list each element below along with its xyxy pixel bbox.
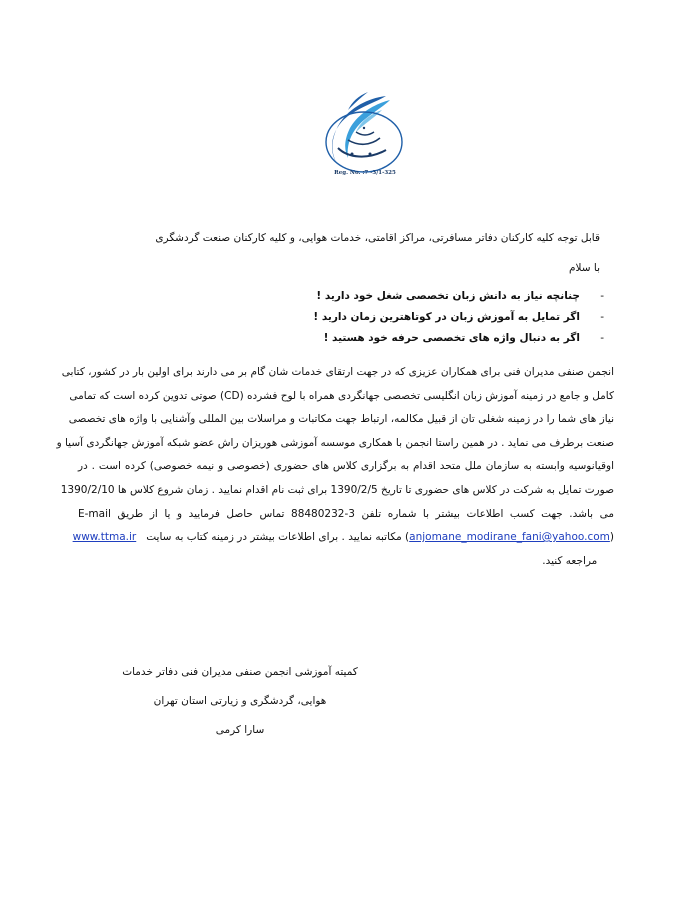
body-line: کامل و جامع در زمینه آموزش زبان انگلیسی تخصصی جهانگردی همراه با لوح فشرده (CD) صوتی تدوین کرده است که تمامی xyxy=(69,389,614,402)
signature-name: سارا کرمی xyxy=(215,724,265,736)
body-line: انجمن صنفی مدیران فنی برای همکاران عزیزی که در جهت ارتقای خدمات شان گام بر می دارند برای اولین بار در کشور، کتابی xyxy=(61,366,614,378)
body-line: اوقیانوسیه وابسته به سازمان ملل متحد اقدام به برگزاری کلاس های حضوری (خصوصی و نیمه خصوصی) کرده است . در xyxy=(78,460,614,473)
body-line: می باشد. جهت کسب اطلاعات بیشتر با شماره تلفن 3-88480232 تماس حاصل فرمایید و یا از طریق E-mail xyxy=(78,507,614,520)
addressee-line: قابل توجه کلیه کارکنان دفاتر مسافرتی، مراکز اقامتی، خدمات هوایی، و کلیه کارکنان صنعت گردشگری xyxy=(155,232,600,244)
body-line: صنعت برطرف می نماید . در همین راستا انجمن با همکاری موسسه آموزشی هوریزان راش عضو شبکه آموزش جهانگردی آسیا و xyxy=(56,436,614,449)
signature-organization: هوایی، گردشگری و زیارتی استان تهران xyxy=(153,695,327,707)
list-item xyxy=(304,290,604,311)
list-item-text: اگر به دنبال واژه های تخصصی حرفه خود هستید ! xyxy=(323,332,580,344)
list-item xyxy=(304,311,604,332)
signature-block xyxy=(110,666,370,753)
dash-bullet: - xyxy=(600,332,604,344)
body-line: نیاز های شما را در زمینه شغلی تان از قبیل مکالمه، ارتباط جهت مکاتبات و مراسلات بین المللی وآشنایی با واژه های تخصصی xyxy=(68,413,614,426)
signature-committee: کمیته آموزشی انجمن صنفی مدیران فنی دفاتر خدمات xyxy=(122,666,358,678)
greeting: با سلام xyxy=(568,262,600,274)
list-item-text: چنانچه نیاز به دانش زبان تخصصی شغل خود دارید ! xyxy=(316,290,580,302)
list-item xyxy=(304,332,604,353)
dash-bullet: - xyxy=(600,290,604,302)
email-link[interactable]: anjomane_modirane_fani@yahoo.com xyxy=(409,531,610,544)
body-line: صورت تمایل به شرکت در کلاس های حضوری تا تاریخ 1390/2/5 برای ثبت نام اقدام نمایید . زمان شروع کلاس ها 1390/2/10 xyxy=(60,483,614,496)
closing-phrase: مراجعه کنید. xyxy=(542,554,598,567)
anjoman-logo-icon xyxy=(308,88,420,180)
body-line-contact xyxy=(72,531,614,555)
email-open-paren: ( xyxy=(609,531,614,544)
body-line xyxy=(78,555,614,579)
registration-number: Reg. No. :7 -3/1-325 xyxy=(334,170,396,176)
website-link[interactable]: www.ttma.ir xyxy=(72,531,137,544)
list-item-text: اگر تمایل به آموزش زبان در کوتاهترین زمان دارید ! xyxy=(313,311,580,323)
question-list xyxy=(304,290,604,353)
body-paragraph xyxy=(56,366,614,578)
dash-bullet: - xyxy=(600,311,604,323)
contact-text: ) مکاتبه نمایید . برای اطلاعات بیشتر در زمینه کتاب به سایت xyxy=(146,531,410,544)
